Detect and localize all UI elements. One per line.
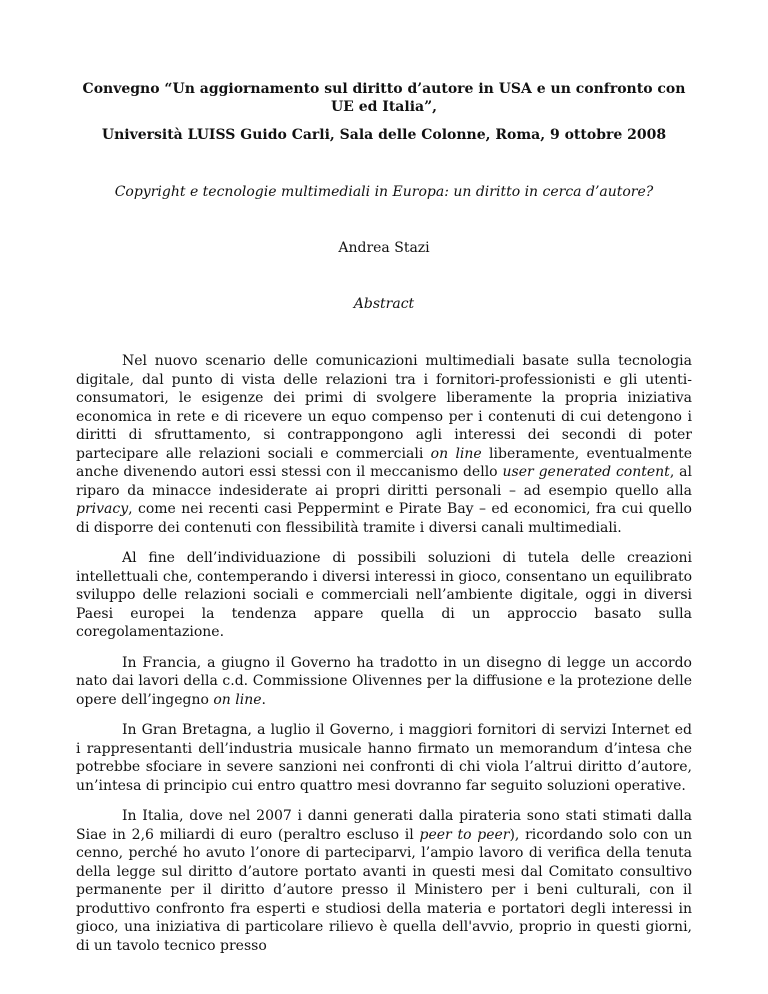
italic-term: user generated content — [502, 464, 670, 480]
text-run: ), ricordando solo con un cenno, perché ho avuto l’onore di parteciparvi, l’ampio lavoro di verifica della tenuta della legge sul diritto d’autore portato avanti in questi mesi dal Comitato consultivo permanente per il diritto d’autore presso il Ministero per i beni culturali, con il produttivo confronto fra esperti e studiosi della materia e portatori degli interessi in gioco, una iniziativa di particolare rilievo è quella dell'avvio, proprio in questi giorni, di un tavolo tecnico presso — [76, 826, 693, 954]
abstract-body — [76, 352, 692, 955]
text-run: In Francia, a giugno il Governo ha tradotto in un disegno di legge un accordo nato dai lavori della c.d. Commissione Olivennes per la diffusione e la protezione delle opere dell’ingegno — [76, 654, 692, 708]
italic-term: on line — [430, 445, 482, 462]
text-run: In Gran Bretagna, a luglio il Governo, i maggiori fornitori di servizi Internet ed i rappresentanti dell’industria musicale hanno firmato un memorandum d’intesa che potrebbe sfociare in severe sanzioni nei confronti di chi viola l’altrui diritto d’autore, un’intesa di principio cui entro quattro mesi dovranno far seguito soluzioni operative. — [76, 722, 692, 794]
conference-title: Convegno “Un aggiornamento sul diritto d’autore in USA e un confronto con UE ed Italia”, — [82, 81, 686, 115]
italic-term: on line — [213, 691, 262, 708]
text-run: In Italia, dove nel 2007 i danni generati dalla pirateria sono stati stimati dalla Siae in 2,6 miliardi di euro (peraltro escluso il — [76, 808, 692, 843]
conference-venue: Università LUISS Guido Carli, Sala delle Colonne, Roma, 9 ottobre 2008 — [101, 127, 667, 143]
paragraph — [76, 352, 692, 537]
author-name: Andrea Stazi — [338, 240, 430, 256]
paragraph — [76, 654, 692, 710]
text-run: , come nei recenti casi Peppermint e Pirate Bay – ed economici, fra cui quello di disporre dei contenuti con flessibilità tramite i diversi canali multimediali. — [76, 501, 692, 536]
text-run: . — [261, 691, 266, 708]
paragraph — [76, 807, 692, 955]
text-run: Nel nuovo scenario delle comunicazioni multimediali basate sulla tecnologia digitale, dal punto di vista delle relazioni tra i fornitori-professionisti e gli utenti-consumatori, le esigenze dei primi di svolgere liberamente la propria iniziativa economica in rete e di ricevere un equo compenso per i contenuti di cui detengono i diritti di sfruttamento, si contrappongono agli interessi dei secondi di poter partecipare alle relazioni sociali e commerciali — [76, 353, 692, 462]
conference-header — [76, 80, 692, 144]
paragraph — [76, 721, 692, 795]
italic-term: peer to peer — [419, 826, 510, 843]
text-run: , al riparo da minacce indesiderate ai propri diritti personali – ad esempio quello alla — [76, 464, 692, 499]
paper-title: Copyright e tecnologie multimediali in Europa: un diritto in cerca d’autore? — [114, 184, 654, 200]
abstract-heading: Abstract — [353, 296, 415, 312]
paragraph — [76, 549, 692, 642]
text-run: liberamente, eventualmente anche divenendo autori essi stessi con il meccanismo dello — [76, 445, 693, 480]
text-run: Al fine dell’individuazione di possibili soluzioni di tutela delle creazioni intellettuali che, contemperando i diversi interessi in gioco, consentano un equilibrato sviluppo delle relazioni sociali e commerciali nell’ambiente digitale, oggi in diversi Paesi europei la tendenza appare quella di un approccio basato sulla coregolamentazione. — [76, 550, 692, 640]
italic-term: privacy — [76, 501, 129, 517]
